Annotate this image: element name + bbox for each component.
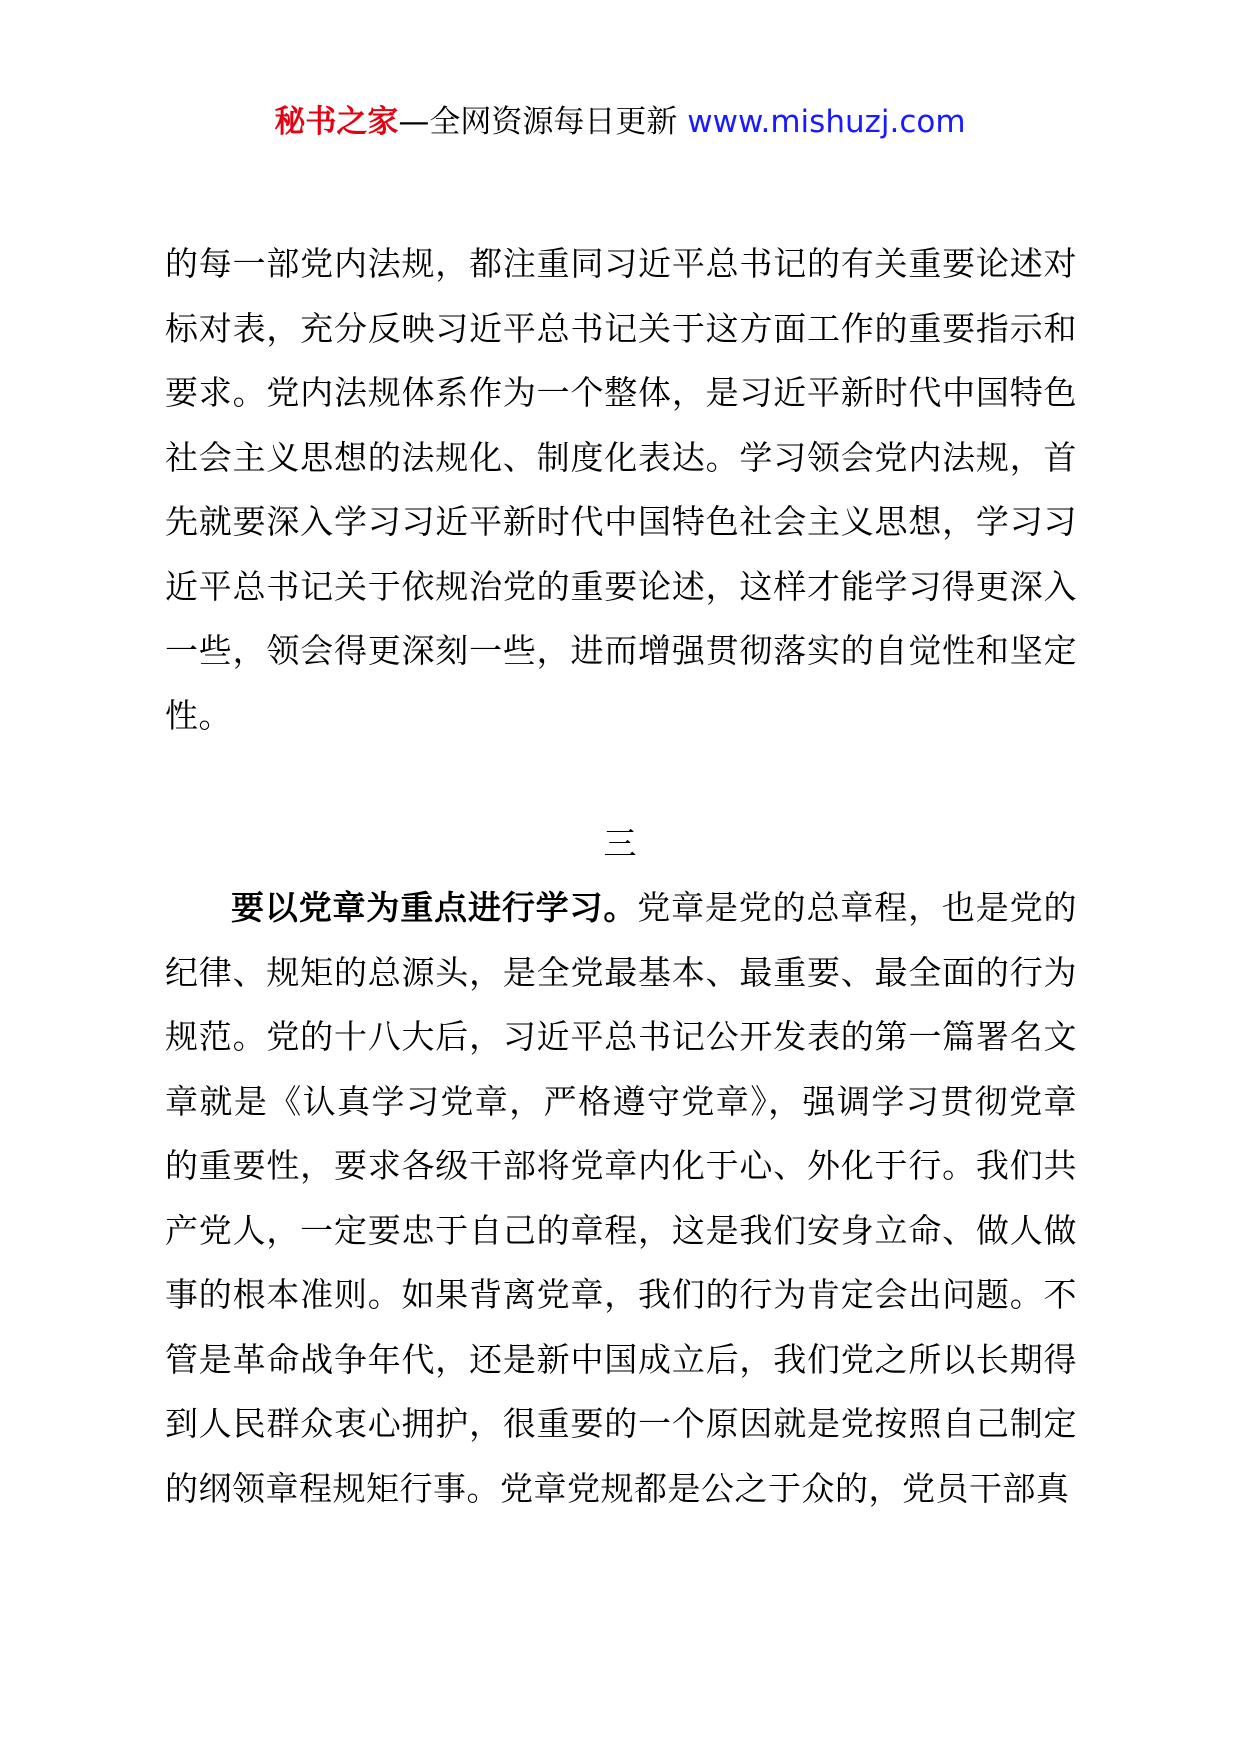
section-body-text: 党章是党的总章程，也是党的纪律、规矩的总源头，是全党最基本、最重要、最全面的行为规范。党的十八大后，习近平总书记公开发表的第一篇署名文章就是《认真学习党章，严格遵守党章》，强调学习贯彻党章的重要性，要求各级干部将党章内化于心、外化于行。我们共产党人，一定要忠于自己的章程，这是我们安身立命、做人做事的根本准则。如果背离党章，我们的行为肯定会出问题。不管是革命战争年代，还是新中国成立后，我们党之所以长期得到人民群众衷心拥护，很重要的一个原因就是党按照自己制定的纲领章程规矩行事。党章党规都是公之于众的，党员干部真	[165, 888, 1078, 1508]
site-url-link[interactable]: www.mishuzj.com	[687, 104, 966, 140]
section-number: 三	[603, 824, 637, 863]
section-paragraph	[165, 876, 1077, 1521]
paragraph-continued: 的每一部党内法规，都注重同习近平总书记的有关重要论述对标对表，充分反映习近平总书记关于这方面工作的重要指示和要求。党内法规体系作为一个整体，是习近平新时代中国特色社会主义思想的法规化、制度化表达。学习领会党内法规，首先就要深入学习习近平新时代中国特色社会主义思想，学习习近平总书记关于依规治党的重要论述，这样才能学习得更深入一些，领会得更深刻一些，进而增强贯彻落实的自觉性和坚定性。	[165, 244, 1077, 735]
header-slogan: —全网资源每日更新	[398, 104, 688, 140]
section-lead-sentence: 要以党章为重点进行学习。	[231, 888, 638, 927]
page-header	[0, 100, 1240, 144]
brand-name: 秘书之家	[274, 104, 399, 140]
